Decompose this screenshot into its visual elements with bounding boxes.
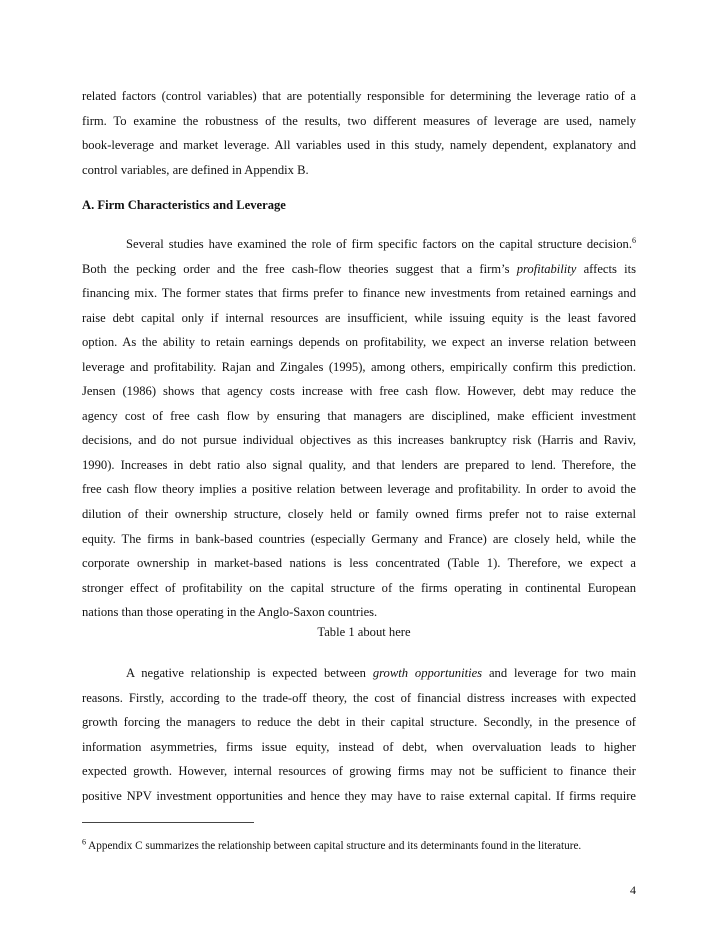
text-line: decisions, and do not pursue individual objectives as this increases bankruptcy risk (Harris and Raviv, [82,433,636,448]
text-run: Several studies have examined the role of firm specific factors on the capital structure decision. [126,237,632,251]
paragraph-control-variables [82,84,636,182]
text-line: nations than those operating in the Anglo-Saxon countries. [82,605,378,620]
text-line: equity. The firms in bank-based countries (especially Germany and France) are closely held, while the [82,531,636,546]
text-line: firm. To examine the robustness of the results, two different measures of leverage are used, namely [82,113,636,128]
paragraph-profitability [82,232,636,625]
text-line: financing mix. The former states that firms prefer to finance new investments from retained earnings and [82,286,636,301]
footnote-text: Appendix C summarizes the relationship between capital structure and its determinants found in the literature. [86,840,582,852]
text-line: option. As the ability to retain earnings depends on profitability, we expect an inverse relation between [82,335,636,350]
table-caption: Table 1 about here [317,625,411,639]
footnote-reference: 6 [632,235,636,245]
text-line: Jensen (1986) shows that agency costs increase with free cash flow. However, debt may reduce the [82,384,636,399]
text-run: Both the pecking order and the free cash-flow theories suggest that a firm’s [82,261,517,276]
text-line: expected growth. However, internal resources of growing firms may not be sufficient to finance their [82,764,636,779]
paragraph-growth-opportunities [82,661,636,809]
text-line: leverage and profitability. Rajan and Zingales (1995), among others, empirically confirm this prediction. [82,359,636,374]
text-line: agency cost of free cash flow by ensuring that managers are disciplined, make efficient investment [82,408,636,423]
text-line: positive NPV investment opportunities and hence they may have to raise external capital. If firms require [82,788,636,803]
text-line: reasons. Firstly, according to the trade-off theory, the cost of financial distress increases with expected [82,690,636,705]
text-line: control variables, are defined in Appendix B. [82,162,309,177]
emphasis-term: growth opportunities [372,666,483,680]
emphasis-term: profitability [516,261,577,276]
text-line [82,257,636,282]
footnote [82,837,582,852]
footnote-number: 6 [82,837,86,847]
text-line: corporate ownership in market-based nations is less concentrated (Table 1). Therefore, we expect a [82,556,636,571]
text-run: affects its [576,261,636,276]
text-line: raise debt capital only if internal resources are insufficient, while issuing equity is the least favored [82,310,636,325]
text-run: A negative relationship is expected between [126,666,373,680]
footnote-divider [82,822,254,823]
text-line: growth forcing the managers to reduce the debt in their capital structure. Secondly, in the presence of [82,715,636,730]
text-line [82,232,636,257]
text-line: book-leverage and market leverage. All variables used in this study, namely dependent, explanatory and [82,138,636,153]
text-line: information asymmetries, firms issue equity, instead of debt, when overvaluation leads to higher [82,739,636,754]
text-line: 1990). Increases in debt ratio also signal quality, and that lenders are prepared to lend. Therefore, the [82,457,636,472]
text-line [82,661,636,686]
text-line: related factors (control variables) that are potentially responsible for determining the leverage ratio of a [82,89,636,103]
page-number: 4 [630,883,636,897]
text-run: and leverage for two main [482,666,637,680]
section-heading: A. Firm Characteristics and Leverage [82,198,286,212]
text-line: free cash flow theory implies a positive relation between leverage and profitability. In order to avoid the [82,482,636,497]
text-line: stronger effect of profitability on the capital structure of the firms operating in continental European [82,580,636,595]
text-line: dilution of their ownership structure, closely held or family owned firms prefer not to raise external [82,507,636,522]
